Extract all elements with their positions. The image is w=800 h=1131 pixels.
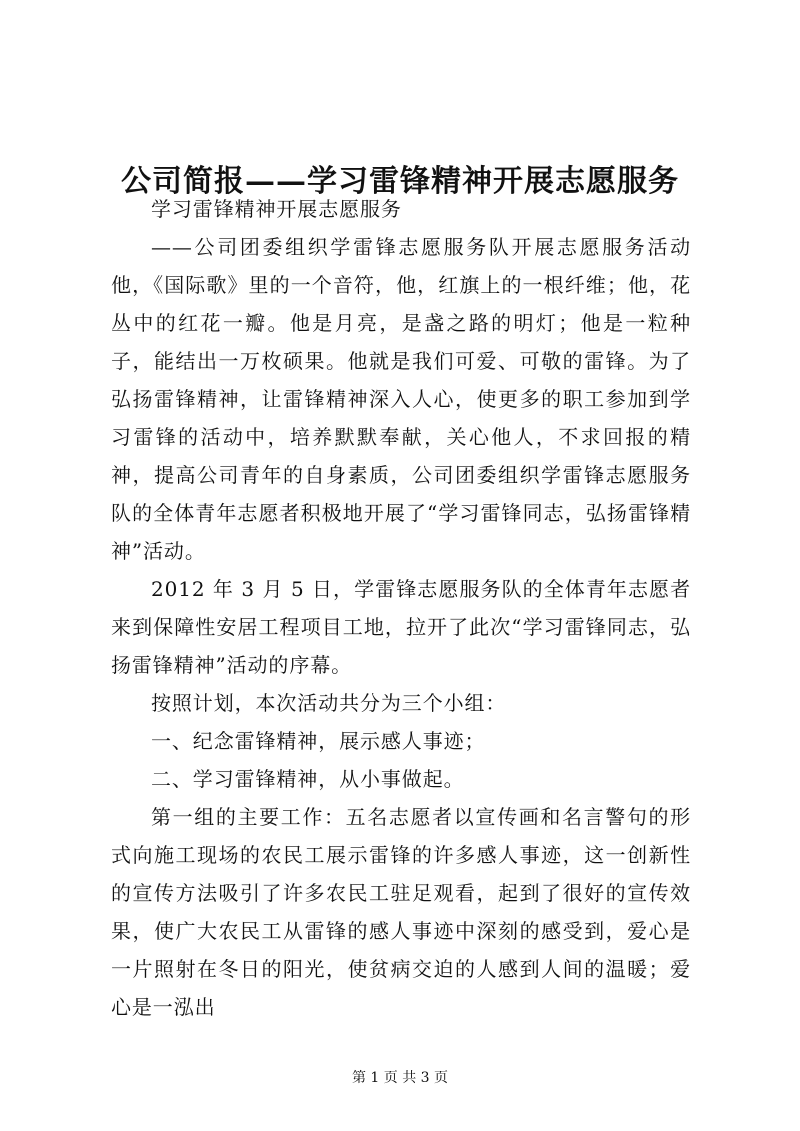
document-body bbox=[111, 190, 691, 1026]
paragraph-subtitle: 学习雷锋精神开展志愿服务 bbox=[151, 197, 402, 221]
paragraph-group-two: 二、学习雷锋精神，从小事做起。 bbox=[151, 767, 465, 791]
paragraph-intro: ——公司团委组织学雷锋志愿服务队开展志愿服务活动他，《国际歌》里的一个音符，他，红旗上的一根纤维；他，花丛中的红花一瓣。他是月亮，是盏之路的明灯；他是一粒种子，能结出一万枚硕果。他就是我们可爱、可敬的雷锋。为了弘扬雷锋精神，让雷锋精神深入人心，使更多的职工参加到学习雷锋的活动中，培养默默奉献，关心他人，不求回报的精神，提高公司青年的自身素质，公司团委组织学雷锋志愿服务队的全体青年志愿者积极地开展了“学习雷锋同志，弘扬雷锋精神”活动。 bbox=[111, 235, 691, 563]
paragraph-group-one: 一、纪念雷锋精神，展示感人事迹； bbox=[151, 729, 486, 753]
paragraph-plan: 按照计划，本次活动共分为三个小组： bbox=[151, 691, 507, 715]
paragraph-group-one-work: 第一组的主要工作：五名志愿者以宣传画和名言警句的形式向施工现场的农民工展示雷锋的许多感人事迹，这一创新性的宣传方法吸引了许多农民工驻足观看，起到了很好的宣传效果，使广大农民工从雷锋的感人事迹中深刻的感受到，爱心是一片照射在冬日的阳光，使贫病交迫的人感到人间的温暖；爱心是一泓出 bbox=[111, 805, 691, 1019]
paragraph-event-date: 2012 年 3 月 5 日，学雷锋志愿服务队的全体青年志愿者来到保障性安居工程项目工地，拉开了此次“学习雷锋同志，弘扬雷锋精神”活动的序幕。 bbox=[111, 577, 691, 677]
page-footer: 第 1 页 共 3 页 bbox=[351, 1070, 449, 1086]
document-title: 公司简报——学习雷锋精神开展志愿服务 bbox=[121, 164, 679, 200]
